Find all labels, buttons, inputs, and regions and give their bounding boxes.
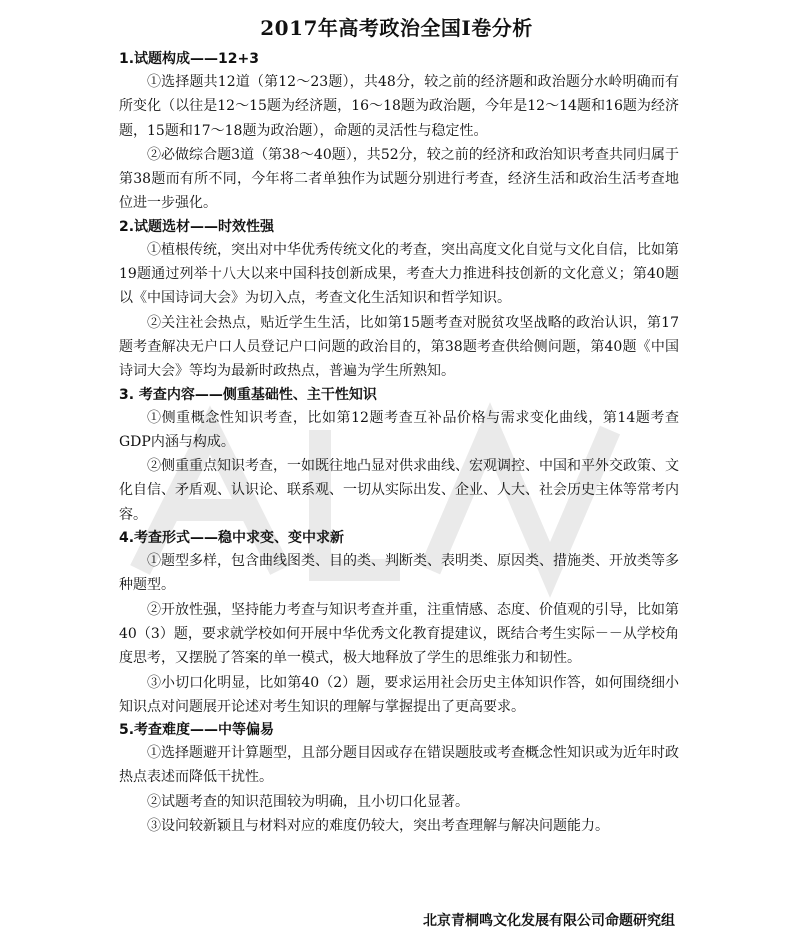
- section-paragraph: ①题型多样，包含曲线图类、目的类、判断类、表明类、原因类、措施类、开放类等多种题型。: [119, 553, 679, 594]
- section-paragraph: ②试题考查的知识范围较为明确，且小切口化显著。: [147, 793, 469, 810]
- section-paragraph: ③设问较新颖且与材料对应的难度仍较大，突出考查理解与解决问题能力。: [147, 818, 609, 835]
- section-paragraph: ③小切口化明显，比如第40（2）题，要求运用社会历史主体知识作答，如何围绕细小知识点对问题展开论述对考生知识的理解与掌握提出了更高要求。: [119, 674, 679, 715]
- section-heading: 1.试题构成——12+3: [119, 51, 260, 67]
- section-paragraph: ②关注社会热点，贴近学生生活，比如第15题考查对脱贫攻坚战略的政治认识，第17题考查解决无户口人员登记户口问题的政治目的，第38题考查供给侧问题，第40题《中国诗词大会》等均为最新时政热点，普遍为学生所熟知。: [119, 314, 679, 380]
- section-paragraph: ①选择题避开计算题型，且部分题目因或存在错误题肢或考查概念性知识或为近年时政热点表述而降低干扰性。: [119, 745, 679, 786]
- section-2: [119, 216, 679, 384]
- author-signature: 北京青桐鸣文化发展有限公司命题研究组: [423, 913, 675, 929]
- section-paragraph: ②开放性强，坚持能力考查与知识考查并重，注重情感、态度、价值观的引导，比如第40（3）题，要求就学校如何开展中华优秀文化教育提建议，既结合考生实际－－从学校角度思考，又摆脱了答案的单一模式，极大地释放了学生的思维张力和韧性。: [119, 601, 679, 667]
- section-heading: 3. 考查内容——侧重基础性、主干性知识: [119, 386, 377, 403]
- section-4: [119, 527, 679, 719]
- section-1: [119, 48, 679, 216]
- section-heading: 5.考查难度——中等偏易: [119, 722, 275, 739]
- section-paragraph: ①选择题共12道（第12～23题），共48分，较之前的经济题和政治题分水岭明确而有所变化（以往是12～15题为经济题，16～18题为政治题，今年是12～14题和16题为经济题，15题和17～18题为政治题），命题的灵活性与稳定性。: [119, 74, 679, 139]
- section-paragraph: ②侧重重点知识考查，一如既往地凸显对供求曲线、宏观调控、中国和平外交政策、文化自信、矛盾观、认识论、联系观、一切从实际出发、企业、人大、社会历史主体等常考内容。: [119, 458, 679, 523]
- section-5: [119, 719, 679, 838]
- section-paragraph: ②必做综合题3道（第38～40题），共52分，较之前的经济和政治知识考查共同归属于第38题而有所不同，今年将二者单独作为试题分别进行考查，经济生活和政治生活考查地位进一步强化。: [119, 146, 679, 212]
- section-3: [119, 384, 679, 527]
- section-paragraph: ①植根传统，突出对中华优秀传统文化的考查，突出高度文化自觉与文化自信，比如第19题通过列举十八大以来中国科技创新成果，考查大力推进科技创新的文化意义；第40题以《中国诗词大会》为切入点，考查文化生活知识和哲学知识。: [119, 241, 679, 307]
- document-body: [119, 48, 679, 838]
- section-paragraph: ①侧重概念性知识考查，比如第12题考查互补品价格与需求变化曲线，第14题考查GDP内涵与构成。: [119, 409, 679, 450]
- document-title: 2017年高考政治全国Ⅰ卷分析: [260, 16, 533, 40]
- section-heading: 2.试题选材——时效性强: [119, 218, 275, 235]
- section-heading: 4.考查形式——稳中求变、变中求新: [119, 530, 345, 547]
